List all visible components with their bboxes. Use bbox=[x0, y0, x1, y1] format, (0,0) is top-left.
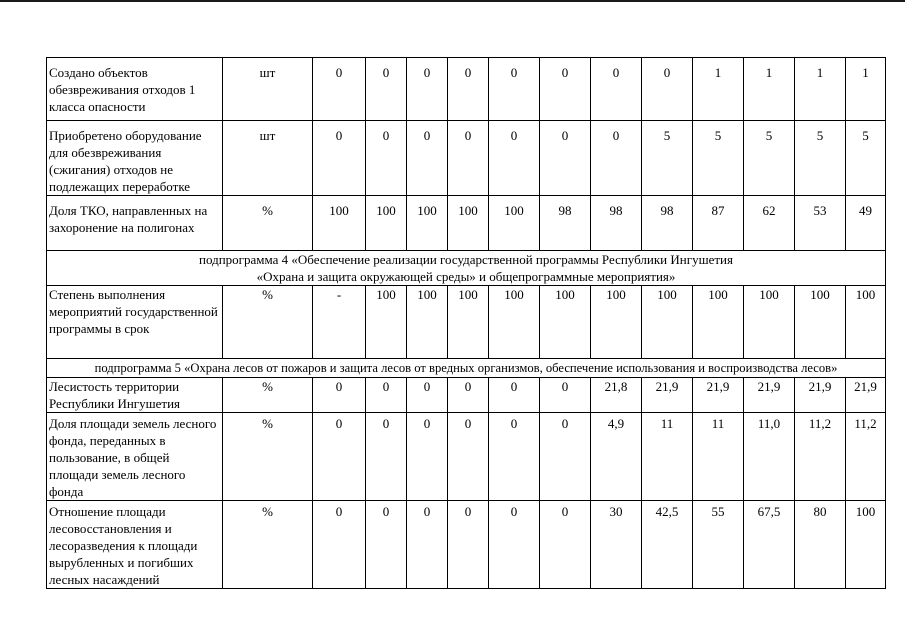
indicators-table bbox=[46, 57, 886, 589]
value-cell: 11,2 bbox=[795, 413, 846, 501]
value-cell: 1 bbox=[795, 58, 846, 121]
indicator-unit: % bbox=[223, 378, 313, 413]
value-cell: 21,9 bbox=[744, 378, 795, 413]
value-cell: 100 bbox=[489, 286, 540, 359]
table-row bbox=[47, 501, 886, 589]
value-cell: 0 bbox=[313, 501, 366, 589]
value-cell: 0 bbox=[489, 121, 540, 196]
subprogram-heading bbox=[47, 359, 886, 378]
value-cell: 0 bbox=[489, 413, 540, 501]
value-cell: 0 bbox=[448, 378, 489, 413]
value-cell: 0 bbox=[591, 121, 642, 196]
indicator-unit: шт bbox=[223, 121, 313, 196]
table-row bbox=[47, 413, 886, 501]
value-cell: 0 bbox=[313, 121, 366, 196]
value-cell: 0 bbox=[540, 121, 591, 196]
table-row bbox=[47, 378, 886, 413]
value-cell: 0 bbox=[407, 121, 448, 196]
value-cell: 1 bbox=[846, 58, 886, 121]
value-cell: 0 bbox=[313, 413, 366, 501]
value-cell: 100 bbox=[407, 286, 448, 359]
indicator-unit: % bbox=[223, 196, 313, 251]
value-cell: 21,9 bbox=[642, 378, 693, 413]
value-cell: 87 bbox=[693, 196, 744, 251]
value-cell: 1 bbox=[693, 58, 744, 121]
value-cell: 21,9 bbox=[693, 378, 744, 413]
indicator-name: Создано объектов обезвреживания отходов 1 класса опасности bbox=[47, 58, 223, 121]
indicator-name: Доля ТКО, направленных на захоронение на полигонах bbox=[47, 196, 223, 251]
value-cell: 100 bbox=[693, 286, 744, 359]
value-cell: 100 bbox=[407, 196, 448, 251]
value-cell: 21,9 bbox=[795, 378, 846, 413]
value-cell: 4,9 bbox=[591, 413, 642, 501]
value-cell: 98 bbox=[591, 196, 642, 251]
table-row bbox=[47, 286, 886, 359]
value-cell: 0 bbox=[448, 413, 489, 501]
value-cell: 0 bbox=[489, 378, 540, 413]
value-cell: 100 bbox=[642, 286, 693, 359]
indicator-unit: % bbox=[223, 286, 313, 359]
value-cell: 100 bbox=[448, 196, 489, 251]
value-cell: 0 bbox=[591, 58, 642, 121]
value-cell: 21,9 bbox=[846, 378, 886, 413]
value-cell: 0 bbox=[642, 58, 693, 121]
value-cell: 0 bbox=[540, 413, 591, 501]
value-cell: 5 bbox=[846, 121, 886, 196]
value-cell: 100 bbox=[795, 286, 846, 359]
value-cell: 0 bbox=[448, 58, 489, 121]
value-cell: 42,5 bbox=[642, 501, 693, 589]
indicator-name: Степень выполнения мероприятий государственной программы в срок bbox=[47, 286, 223, 359]
value-cell: 11,0 bbox=[744, 413, 795, 501]
value-cell: 0 bbox=[489, 501, 540, 589]
value-cell: 98 bbox=[540, 196, 591, 251]
value-cell: 100 bbox=[366, 286, 407, 359]
value-cell: 100 bbox=[846, 501, 886, 589]
value-cell: 0 bbox=[366, 501, 407, 589]
indicator-name: Приобретено оборудование для обезвреживания (сжигания) отходов не подлежащих переработке bbox=[47, 121, 223, 196]
subprogram-heading-line: подпрограмма 4 «Обеспечение реализации государственной программы Республики Ингушетия bbox=[199, 252, 733, 267]
value-cell: 0 bbox=[366, 58, 407, 121]
section-row bbox=[47, 251, 886, 286]
indicator-name: Лесистость территории Республики Ингушетия bbox=[47, 378, 223, 413]
indicator-name: Доля площади земель лесного фонда, переданных в пользование, в общей площади земель лесного фонда bbox=[47, 413, 223, 501]
value-cell: 0 bbox=[366, 378, 407, 413]
value-cell: 100 bbox=[744, 286, 795, 359]
value-cell: 11,2 bbox=[846, 413, 886, 501]
value-cell: 80 bbox=[795, 501, 846, 589]
value-cell: 0 bbox=[448, 501, 489, 589]
value-cell: 5 bbox=[642, 121, 693, 196]
value-cell: 0 bbox=[407, 413, 448, 501]
value-cell: 30 bbox=[591, 501, 642, 589]
value-cell: 98 bbox=[642, 196, 693, 251]
value-cell: 0 bbox=[448, 121, 489, 196]
value-cell: 62 bbox=[744, 196, 795, 251]
value-cell: 0 bbox=[407, 378, 448, 413]
table-row bbox=[47, 58, 886, 121]
table-row bbox=[47, 121, 886, 196]
indicator-unit: % bbox=[223, 501, 313, 589]
value-cell: 100 bbox=[591, 286, 642, 359]
value-cell: 0 bbox=[366, 413, 407, 501]
value-cell: 0 bbox=[407, 58, 448, 121]
value-cell: 1 bbox=[744, 58, 795, 121]
value-cell: 0 bbox=[407, 501, 448, 589]
value-cell: 21,8 bbox=[591, 378, 642, 413]
value-cell: 55 bbox=[693, 501, 744, 589]
subprogram-heading bbox=[47, 251, 886, 286]
value-cell: 53 bbox=[795, 196, 846, 251]
value-cell: 5 bbox=[744, 121, 795, 196]
value-cell: 11 bbox=[642, 413, 693, 501]
value-cell: 0 bbox=[313, 378, 366, 413]
value-cell: 100 bbox=[448, 286, 489, 359]
table-row bbox=[47, 196, 886, 251]
value-cell: 0 bbox=[366, 121, 407, 196]
value-cell: 0 bbox=[540, 501, 591, 589]
value-cell: 11 bbox=[693, 413, 744, 501]
value-cell: 5 bbox=[795, 121, 846, 196]
value-cell: 100 bbox=[489, 196, 540, 251]
indicators-table-container bbox=[46, 57, 886, 589]
indicator-unit: % bbox=[223, 413, 313, 501]
value-cell: 100 bbox=[846, 286, 886, 359]
value-cell: 0 bbox=[313, 58, 366, 121]
value-cell: 49 bbox=[846, 196, 886, 251]
value-cell: - bbox=[313, 286, 366, 359]
value-cell: 100 bbox=[366, 196, 407, 251]
value-cell: 100 bbox=[540, 286, 591, 359]
indicator-name: Отношение площади лесовосстановления и лесоразведения к площади вырубленных и погибших лесных насаждений bbox=[47, 501, 223, 589]
value-cell: 5 bbox=[693, 121, 744, 196]
value-cell: 0 bbox=[540, 58, 591, 121]
value-cell: 0 bbox=[489, 58, 540, 121]
subprogram-heading-line: «Охрана и защита окружающей среды» и общепрограммные мероприятия» bbox=[256, 269, 676, 284]
section-row bbox=[47, 359, 886, 378]
value-cell: 67,5 bbox=[744, 501, 795, 589]
value-cell: 0 bbox=[540, 378, 591, 413]
value-cell: 100 bbox=[313, 196, 366, 251]
subprogram-heading-line: подпрограмма 5 «Охрана лесов от пожаров и защита лесов от вредных организмов, обеспечение использования и воспроизводства лесов» bbox=[94, 361, 838, 375]
page-top-border bbox=[0, 0, 905, 2]
indicator-unit: шт bbox=[223, 58, 313, 121]
